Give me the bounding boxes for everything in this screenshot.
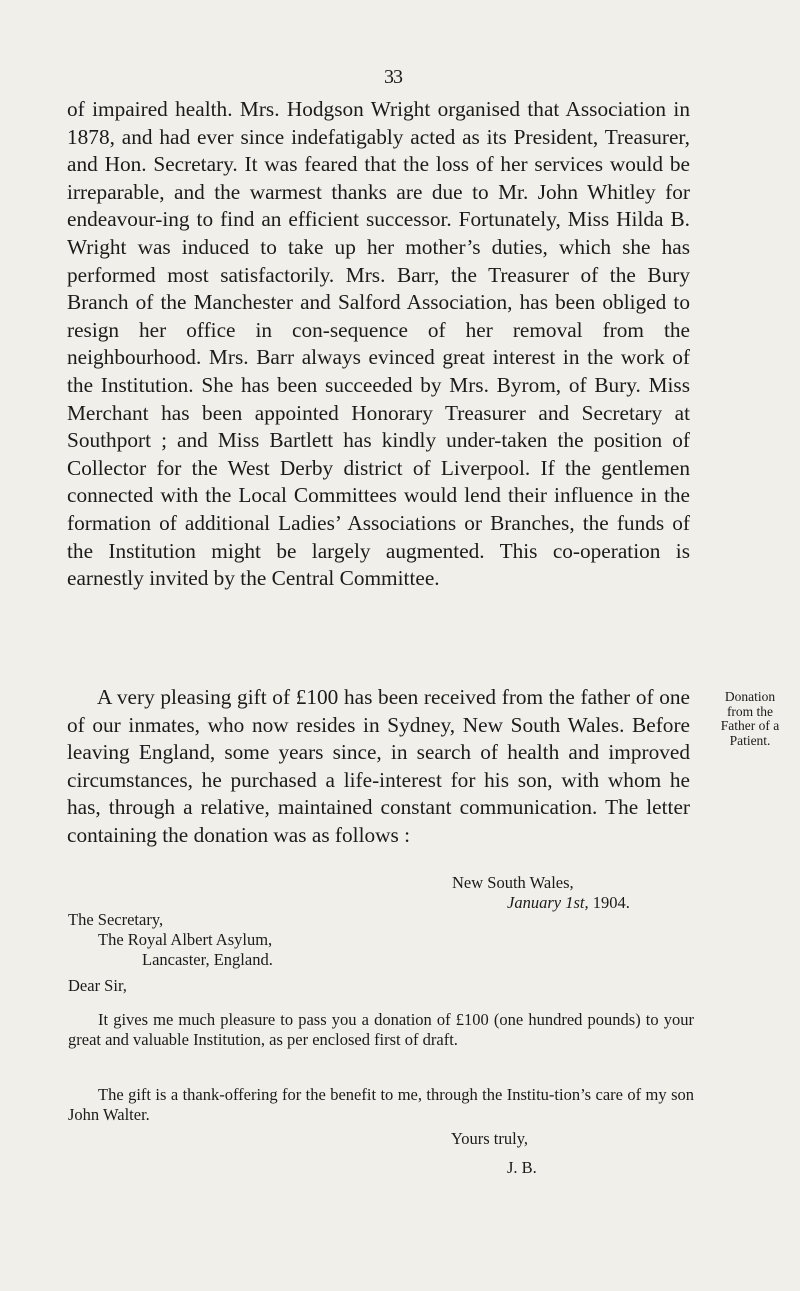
body-paragraph-2: A very pleasing gift of £100 has been received from the father of one of our inmates, who now resides in Sydney, New South Wales. Before leaving England, some years since, in search of health and improved circumstances, he purchased a life-interest for his son, with whom he has, through a relative, maintained constant communication. The letter containing the donation was as follows : [67,685,690,847]
margin-note-line: Patient. [729,732,771,748]
margin-note-line: from the [726,703,774,719]
page-number: 33 [384,66,402,88]
letter-signature: J. B. [507,1158,537,1177]
letter-date-day: January 1st, [507,893,589,912]
letter-salutation: Dear Sir, [68,976,127,995]
letter-date-year: 1904. [588,893,630,912]
letter-place: New South Wales, [452,873,574,892]
margin-note-line: Father of a [720,718,780,733]
letter-closing: Yours truly, [451,1129,529,1148]
letter-paragraph-1: It gives me much pleasure to pass you a donation of £100 (one hundred pounds) to your great and valuable Institution, as per enclosed first of draft. [68,1010,694,1049]
letter-date [507,893,630,913]
letter-paragraph-2: The gift is a thank-offering for the benefit to me, through the Institu-tion’s care of my son John Walter. [68,1085,694,1124]
margin-note-line: Donation [724,689,776,704]
letter-address-line: Lancaster, England. [142,950,273,969]
margin-note [708,690,792,748]
body-paragraph-1: of impaired health. Mrs. Hodgson Wright organised that Association in 1878, and had ever since indefatigably acted as its President, Treasurer, and Hon. Secretary. It was feared that the loss of her services would be irreparable, and the warmest thanks are due to Mr. John Whitley for endeavour-ing to find an efficient successor. Fortunately, Miss Hilda B. Wright was induced to take up her mother’s duties, which she has performed most satisfactorily. Mrs. Barr, the Treasurer of the Bury Branch of the Manchester and Salford Association, has been obliged to resign her office in con-sequence of her removal from the neighbourhood. Mrs. Barr always evinced great interest in the work of the Institution. She has been succeeded by Mrs. Byrom, of Bury. Miss Merchant has been appointed Honorary Treasurer and Secretary at Southport ; and Miss Bartlett has kindly under-taken the position of Collector for the West Derby district of Liverpool. If the gentlemen connected with the Local Committees would lend their influence in the formation of additional Ladies’ Associations or Branches, the funds of the Institution might be largely augmented. This co-operation is earnestly invited by the Central Committee. [67,97,690,591]
letter-address-line: The Royal Albert Asylum, [98,930,273,949]
letter-address-line: The Secretary, [68,910,164,929]
